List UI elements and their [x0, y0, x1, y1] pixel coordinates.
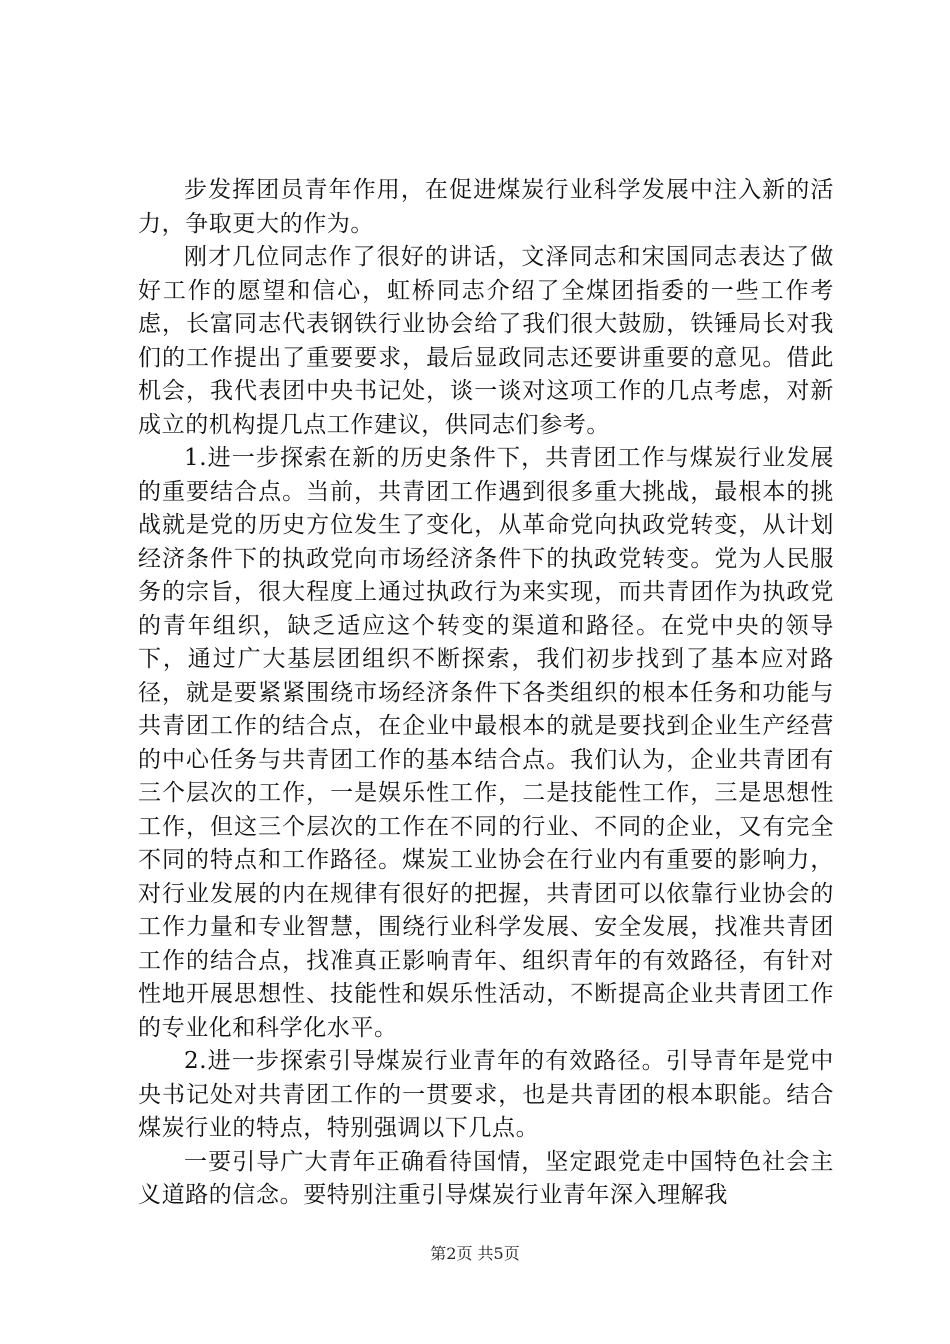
paragraph: 2.进一步探索引导煤炭行业青年的有效路径。引导青年是党中央书记处对共青团工作的一贯要求，也是共青团的根本职能。结合煤炭行业的特点，特别强调以下几点。	[138, 1048, 834, 1141]
paragraph: 步发挥团员青年作用，在促进煤炭行业科学发展中注入新的活力，争取更大的作为。	[138, 177, 834, 237]
paragraph: 一要引导广大青年正确看待国情，坚定跟党走中国特色社会主义道路的信念。要特别注重引导煤炭行业青年深入理解我	[138, 1148, 834, 1208]
document-body	[138, 174, 834, 1213]
page-number-footer: 第2页 共5页	[430, 1244, 520, 1263]
paragraph: 刚才几位同志作了很好的讲话，文泽同志和宋国同志表达了做好工作的愿望和信心，虹桥同志介绍了全煤团指委的一些工作考虑，长富同志代表钢铁行业协会给了我们很大鼓励，铁锤局长对我们的工作提出了重要要求，最后显政同志还要讲重要的意见。借此机会，我代表团中央书记处，谈一谈对这项工作的几点考虑，对新成立的机构提几点工作建议，供同志们参考。	[138, 244, 834, 438]
paragraph: 1.进一步探索在新的历史条件下，共青团工作与煤炭行业发展的重要结合点。当前，共青团工作遇到很多重大挑战，最根本的挑战就是党的历史方位发生了变化，从革命党向执政党转变，从计划经济条件下的执政党向市场经济条件下的执政党转变。党为人民服务的宗旨，很大程度上通过执政行为来实现，而共青团作为执政党的青年组织，缺乏适应这个转变的渠道和路径。在党中央的领导下，通过广大基层团组织不断探索，我们初步找到了基本应对路径，就是要紧紧围绕市场经济条件下各类组织的根本任务和功能与共青团工作的结合点，在企业中最根本的就是要找到企业生产经营的中心任务与共青团工作的基本结合点。我们认为，企业共青团有三个层次的工作，一是娱乐性工作，二是技能性工作，三是思想性工作，但这三个层次的工作在不同的行业、不同的企业，又有完全不同的特点和工作路径。煤炭工业协会在行业内有重要的影响力，对行业发展的内在规律有很好的把握，共青团可以依靠行业协会的工作力量和专业智慧，围绕行业科学发展、安全发展，找准共青团工作的结合点，找准真正影响青年、组织青年的有效路径，有针对性地开展思想性、技能性和娱乐性活动，不断提高企业共青团工作的专业化和科学化水平。	[138, 445, 834, 1041]
